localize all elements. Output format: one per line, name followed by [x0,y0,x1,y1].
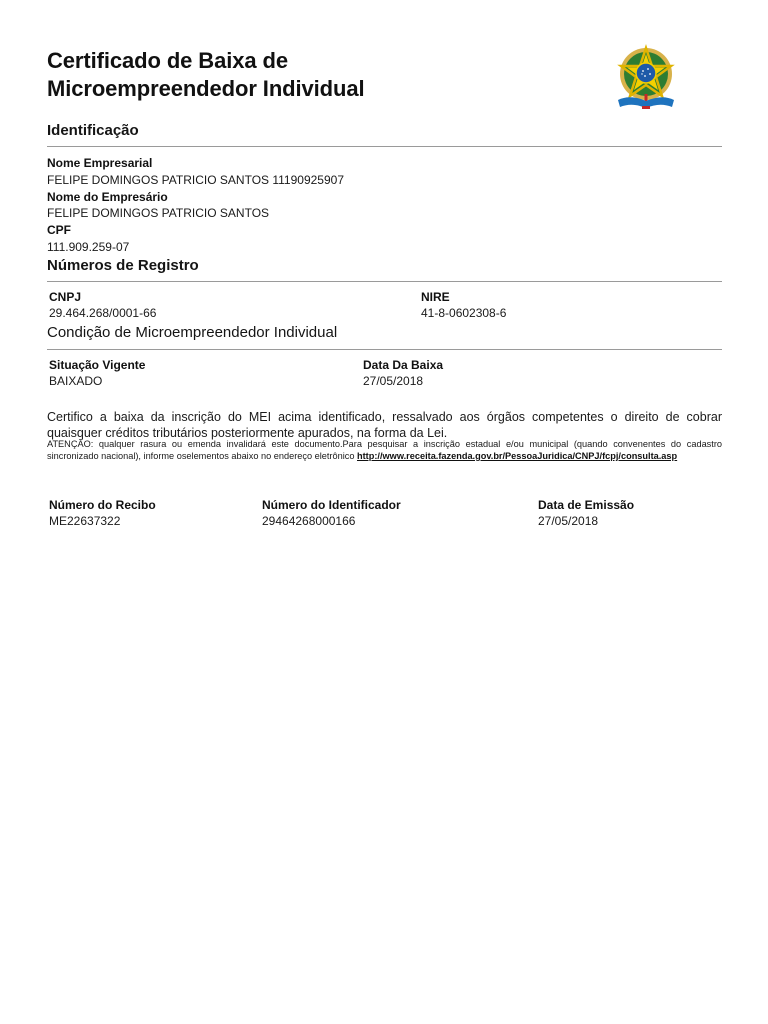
divider [47,281,722,282]
section-title-condicao-mei: Condição de Microempreendedor Individual [47,324,338,341]
nire-label: NIRE [421,290,450,304]
divider [47,146,722,147]
cpf-value: 111.909.259-07 [47,240,130,254]
nome-empresarial-label: Nome Empresarial [47,156,153,170]
nome-empresarial-value: FELIPE DOMINGOS PATRICIO SANTOS 11190925907 [47,173,344,187]
nome-empresario-value: FELIPE DOMINGOS PATRICIO SANTOS [47,206,270,220]
data-emissao-label: Data de Emissão [538,498,635,512]
numero-identificador-label: Número do Identificador [262,498,401,512]
brazil-coat-of-arms-icon [614,44,678,114]
nire-value: 41-8-0602308-6 [421,306,507,320]
warning-text: ATENÇÃO: qualquer rasura ou emenda invalidará este documento.Para pesquisar a inscrição estadual e/ou municipal (quando convenentes do cadastro sincronizado nacional), informe oselementos abaixo no endereço eletrônico [47,439,722,461]
title-line-1: Certificado de Baixa de [47,48,289,73]
data-baixa-label: Data Da Baixa [363,358,444,372]
section-title-identificacao: Identificação [47,122,139,139]
warning-notice [47,438,722,462]
data-baixa-value: 27/05/2018 [363,374,424,388]
numero-identificador-value: 29464268000166 [262,514,356,528]
cnpj-label: CNPJ [49,290,82,304]
certification-text: Certifico a baixa da inscrição do MEI acima identificado, ressalvado aos órgãos competentes o direito de cobrar quaisquer créditos tributários posteriormente apurados, na forma da Lei. [47,410,722,440]
numero-recibo-label: Número do Recibo [49,498,156,512]
numero-recibo-value: ME22637322 [49,514,121,528]
divider [47,349,722,350]
cpf-label: CPF [47,223,71,237]
situacao-vigente-label: Situação Vigente [49,358,146,372]
section-title-numeros-registro: Números de Registro [47,257,199,274]
receita-consulta-link[interactable]: http://www.receita.fazenda.gov.br/PessoaJuridica/CNPJ/fcpj/consulta.asp [357,451,678,461]
document-title [47,47,364,103]
nome-empresario-label: Nome do Empresário [47,190,168,204]
situacao-vigente-value: BAIXADO [49,374,103,388]
data-emissao-value: 27/05/2018 [538,514,599,528]
title-line-2: Microempreendedor Individual [47,76,365,101]
cnpj-value: 29.464.268/0001-66 [49,306,157,320]
